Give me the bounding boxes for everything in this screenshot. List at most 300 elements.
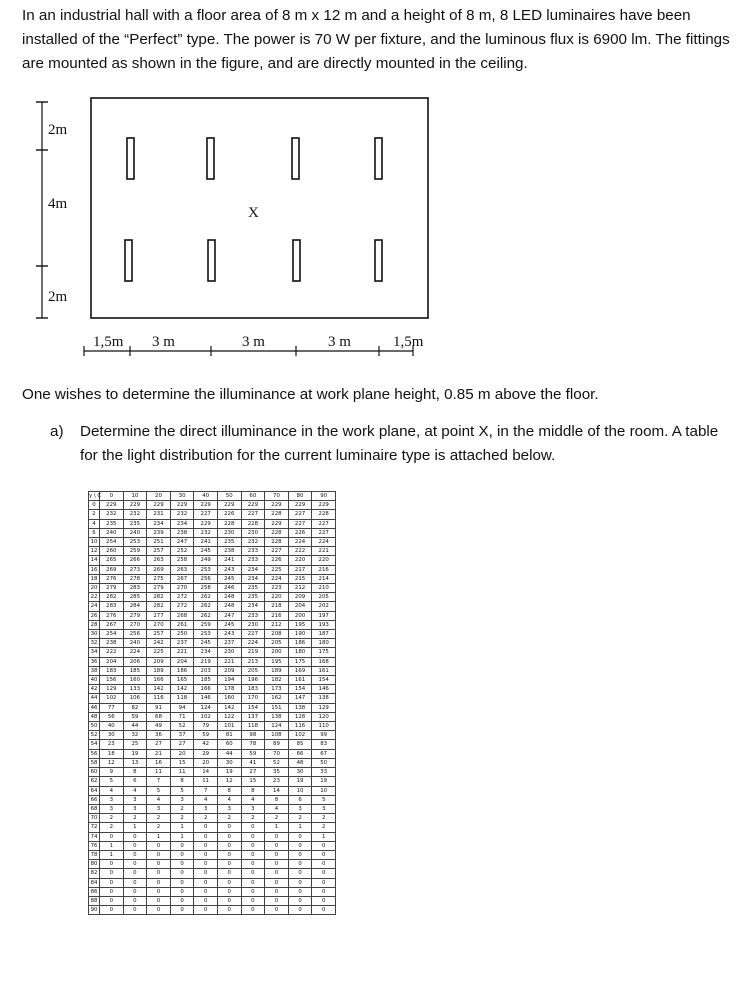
intensity-cell: 285 [123,593,147,602]
intensity-cell: 106 [123,694,147,703]
intensity-cell: 19 [312,777,336,786]
intensity-cell: 262 [194,602,218,611]
light-table-corner: γ \ C [89,493,102,499]
intensity-cell: 265 [100,556,124,565]
intensity-cell: 10 [312,786,336,795]
intensity-cell: 259 [194,620,218,629]
intensity-cell: 227 [288,519,312,528]
intensity-cell: 40 [100,722,124,731]
intensity-cell: 248 [217,593,241,602]
intensity-cell: 27 [147,740,171,749]
intensity-cell: 0 [265,906,289,915]
gamma-angle-cell: 48 [89,712,100,721]
intensity-cell: 227 [265,547,289,556]
intensity-cell: 124 [265,722,289,731]
light-table-column-header: 80 [288,492,312,501]
intensity-cell: 116 [147,694,171,703]
intensity-cell: 4 [100,786,124,795]
intensity-cell: 0 [100,878,124,887]
intensity-cell: 102 [288,731,312,740]
point-x-label: X [248,205,259,221]
intensity-cell: 227 [194,510,218,519]
intensity-cell: 229 [100,501,124,510]
intensity-cell: 194 [217,676,241,685]
intensity-cell: 0 [288,878,312,887]
intensity-cell: 0 [217,823,241,832]
intensity-cell: 0 [312,878,336,887]
gamma-angle-cell: 76 [89,841,100,850]
intensity-cell: 229 [265,519,289,528]
intensity-cell: 221 [170,648,194,657]
intensity-cell: 0 [147,878,171,887]
horizontal-label-2: 3 m [152,334,175,350]
intensity-cell: 0 [147,850,171,859]
intensity-cell: 239 [147,528,171,537]
intensity-cell: 206 [123,657,147,666]
intensity-cell: 166 [147,676,171,685]
intensity-cell: 222 [288,547,312,556]
gamma-angle-cell: 78 [89,850,100,859]
table-row [89,602,336,611]
intensity-cell: 230 [241,528,265,537]
table-row [89,850,336,859]
luminaire-layout-figure [28,92,448,372]
intensity-cell: 0 [100,869,124,878]
light-table-column-header: 40 [194,492,218,501]
intensity-cell: 269 [100,565,124,574]
intensity-cell: 27 [170,740,194,749]
intensity-cell: 257 [147,630,171,639]
intensity-cell: 232 [170,510,194,519]
table-row [89,657,336,666]
intensity-cell: 229 [312,501,336,510]
intensity-cell: 0 [170,906,194,915]
intensity-cell: 15 [241,777,265,786]
intensity-cell: 210 [312,584,336,593]
intensity-cell: 252 [170,547,194,556]
intensity-cell: 168 [312,657,336,666]
intensity-cell: 213 [241,657,265,666]
intensity-cell: 0 [288,896,312,905]
table-row [89,768,336,777]
intensity-cell: 223 [265,584,289,593]
intensity-cell: 1 [265,823,289,832]
intensity-cell: 262 [194,593,218,602]
intensity-cell: 2 [170,804,194,813]
intensity-cell: 0 [288,887,312,896]
intensity-cell: 154 [288,685,312,694]
intensity-cell: 173 [265,685,289,694]
intensity-cell: 11 [147,768,171,777]
intensity-cell: 27 [241,768,265,777]
intensity-cell: 234 [194,648,218,657]
light-distribution-table [88,491,336,915]
intensity-cell: 133 [123,685,147,694]
intensity-cell: 3 [123,795,147,804]
intensity-cell: 154 [312,676,336,685]
intensity-cell: 237 [217,639,241,648]
gamma-angle-cell: 0 [89,501,100,510]
intensity-cell: 219 [241,648,265,657]
intensity-cell: 91 [147,703,171,712]
gamma-angle-cell: 40 [89,676,100,685]
gamma-angle-cell: 44 [89,694,100,703]
intensity-cell: 218 [265,602,289,611]
intensity-cell: 246 [217,584,241,593]
intensity-cell: 0 [147,887,171,896]
intensity-cell: 235 [100,519,124,528]
intensity-cell: 224 [265,574,289,583]
intensity-cell: 0 [194,896,218,905]
intensity-cell: 251 [147,538,171,547]
intensity-cell: 14 [194,768,218,777]
table-row [89,639,336,648]
table-row [89,547,336,556]
intensity-cell: 224 [241,639,265,648]
luminaire-bottom-2 [208,240,215,281]
intensity-cell: 2 [100,814,124,823]
intensity-cell: 66 [288,749,312,758]
intensity-cell: 0 [100,860,124,869]
gamma-angle-cell: 34 [89,648,100,657]
intensity-cell: 0 [100,906,124,915]
intensity-cell: 217 [288,565,312,574]
intensity-cell: 183 [100,666,124,675]
luminaire-top-3 [292,138,299,179]
intensity-cell: 270 [170,584,194,593]
intensity-cell: 165 [170,676,194,685]
intensity-cell: 175 [312,648,336,657]
intensity-cell: 212 [288,584,312,593]
intensity-cell: 267 [170,574,194,583]
light-table-column-header: 90 [312,492,336,501]
vertical-label-bottom: 2m [48,289,68,305]
intensity-cell: 195 [288,620,312,629]
intensity-cell: 240 [100,528,124,537]
intensity-cell: 277 [147,611,171,620]
intensity-cell: 225 [265,565,289,574]
intensity-cell: 0 [194,869,218,878]
intensity-cell: 20 [194,758,218,767]
intensity-cell: 256 [194,574,218,583]
intensity-cell: 83 [312,740,336,749]
intensity-cell: 273 [123,565,147,574]
gamma-angle-cell: 14 [89,556,100,565]
luminaire-top-1 [127,138,134,179]
intensity-cell: 245 [217,620,241,629]
intensity-cell: 0 [217,869,241,878]
light-table-column-header: 50 [217,492,241,501]
intensity-cell: 0 [123,869,147,878]
gamma-angle-cell: 38 [89,666,100,675]
intensity-cell: 21 [147,749,171,758]
table-row [89,538,336,547]
table-row [89,565,336,574]
table-row [89,666,336,675]
intensity-cell: 161 [312,666,336,675]
intensity-cell: 0 [147,869,171,878]
table-row [89,593,336,602]
intensity-cell: 124 [194,703,218,712]
intensity-cell: 8 [265,795,289,804]
intensity-cell: 282 [147,602,171,611]
intensity-cell: 0 [217,878,241,887]
gamma-angle-cell: 64 [89,786,100,795]
intensity-cell: 0 [241,832,265,841]
intensity-cell: 229 [217,501,241,510]
intensity-cell: 98 [241,731,265,740]
intensity-cell: 0 [100,832,124,841]
intensity-cell: 2 [123,814,147,823]
intensity-cell: 19 [217,768,241,777]
intensity-cell: 4 [241,795,265,804]
intensity-cell: 0 [194,850,218,859]
intensity-cell: 3 [312,804,336,813]
intensity-cell: 169 [288,666,312,675]
intensity-cell: 0 [100,896,124,905]
intensity-cell: 234 [241,565,265,574]
intensity-cell: 0 [217,896,241,905]
table-row [89,841,336,850]
table-row [89,620,336,629]
gamma-angle-cell: 54 [89,740,100,749]
table-row [89,584,336,593]
gamma-angle-cell: 68 [89,804,100,813]
intensity-cell: 238 [217,547,241,556]
intensity-cell: 161 [288,676,312,685]
intensity-cell: 67 [312,749,336,758]
table-row [89,519,336,528]
problem-intro: In an industrial hall with a floor area of 8 m x 12 m and a height of 8 m, 8 LED luminaires have been installed of the “Perfect” type. The power is 70 W per fixture, and the luminous flux is 6900 lm. The fittings are mounted as shown in the figure, and are directly mounted in the ceiling. [22,7,730,72]
intensity-cell: 235 [217,538,241,547]
intensity-cell: 200 [265,648,289,657]
intensity-cell: 229 [123,501,147,510]
intensity-cell: 228 [265,528,289,537]
intensity-cell: 0 [123,860,147,869]
intensity-cell: 154 [241,703,265,712]
intensity-cell: 0 [123,850,147,859]
intensity-cell: 59 [241,749,265,758]
intensity-cell: 0 [194,906,218,915]
intensity-cell: 262 [194,611,218,620]
intensity-cell: 0 [123,841,147,850]
intensity-cell: 0 [265,896,289,905]
intensity-cell: 209 [217,666,241,675]
intensity-cell: 33 [312,768,336,777]
table-row [89,740,336,749]
intensity-cell: 241 [217,556,241,565]
task-statement: One wishes to determine the illuminance at work plane height, 0.85 m above the floor. [22,386,599,403]
intensity-cell: 209 [147,657,171,666]
intensity-cell: 6 [123,777,147,786]
intensity-cell: 11 [170,768,194,777]
intensity-cell: 0 [265,850,289,859]
gamma-angle-cell: 70 [89,814,100,823]
intensity-cell: 220 [288,556,312,565]
gamma-angle-cell: 60 [89,768,100,777]
gamma-angle-cell: 74 [89,832,100,841]
intensity-cell: 129 [312,703,336,712]
intensity-cell: 0 [241,823,265,832]
intensity-cell: 231 [147,510,171,519]
intensity-cell: 249 [194,556,218,565]
intensity-cell: 196 [241,676,265,685]
intensity-cell: 29 [194,749,218,758]
intensity-cell: 3 [100,795,124,804]
intensity-cell: 228 [265,538,289,547]
intensity-cell: 186 [288,639,312,648]
intensity-cell: 226 [265,556,289,565]
intensity-cell: 147 [288,694,312,703]
intensity-cell: 3 [123,804,147,813]
intensity-cell: 214 [312,574,336,583]
gamma-angle-cell: 66 [89,795,100,804]
intensity-cell: 247 [170,538,194,547]
intensity-cell: 18 [100,749,124,758]
intensity-cell: 258 [194,584,218,593]
intensity-cell: 118 [170,694,194,703]
intensity-cell: 189 [147,666,171,675]
luminaire-top-4 [375,138,382,179]
table-row [89,758,336,767]
question-a-label: a) [50,423,64,440]
intensity-cell: 0 [100,887,124,896]
intensity-cell: 25 [123,740,147,749]
horizontal-label-1: 1,5m [93,334,124,350]
intensity-cell: 94 [170,703,194,712]
intensity-cell: 0 [217,832,241,841]
table-row [89,906,336,915]
gamma-angle-cell: 62 [89,777,100,786]
intensity-cell: 234 [241,574,265,583]
intensity-cell: 228 [265,510,289,519]
intensity-cell: 162 [265,694,289,703]
intensity-cell: 0 [194,860,218,869]
intensity-cell: 253 [123,538,147,547]
intensity-cell: 101 [217,722,241,731]
intensity-cell: 0 [312,841,336,850]
intensity-cell: 9 [100,768,124,777]
table-row [89,749,336,758]
intensity-cell: 1 [123,823,147,832]
intensity-cell: 5 [147,786,171,795]
intensity-cell: 12 [217,777,241,786]
light-table-column-header: 60 [241,492,265,501]
intensity-cell: 2 [170,814,194,823]
table-row [89,860,336,869]
gamma-angle-cell: 28 [89,620,100,629]
intensity-cell: 197 [312,611,336,620]
table-row [89,832,336,841]
intensity-cell: 0 [312,860,336,869]
intensity-cell: 42 [194,740,218,749]
light-table-header [89,492,336,501]
intensity-cell: 0 [217,860,241,869]
intensity-cell: 0 [265,841,289,850]
intensity-cell: 35 [265,768,289,777]
intensity-cell: 12 [100,758,124,767]
luminaire-bottom-3 [293,240,300,281]
intensity-cell: 1 [100,841,124,850]
intensity-cell: 267 [100,620,124,629]
intensity-cell: 220 [265,593,289,602]
intensity-cell: 102 [194,712,218,721]
intensity-cell: 245 [194,547,218,556]
intensity-cell: 272 [170,593,194,602]
intensity-cell: 234 [170,519,194,528]
gamma-angle-cell: 24 [89,602,100,611]
intensity-cell: 272 [170,602,194,611]
intensity-cell: 77 [100,703,124,712]
intensity-cell: 146 [194,694,218,703]
intensity-cell: 221 [217,657,241,666]
gamma-angle-cell: 58 [89,758,100,767]
intensity-cell: 0 [288,841,312,850]
intensity-cell: 4 [265,804,289,813]
intensity-cell: 232 [100,510,124,519]
intensity-cell: 50 [312,758,336,767]
intensity-cell: 2 [265,814,289,823]
intensity-cell: 3 [100,804,124,813]
table-row [89,510,336,519]
table-row [89,896,336,905]
table-row [89,648,336,657]
light-table-body [89,501,336,915]
intensity-cell: 221 [312,547,336,556]
intensity-cell: 0 [312,850,336,859]
intensity-cell: 160 [217,694,241,703]
intensity-cell: 0 [170,878,194,887]
intensity-cell: 2 [312,823,336,832]
intensity-cell: 166 [194,685,218,694]
intensity-cell: 258 [170,556,194,565]
table-row [89,694,336,703]
gamma-angle-cell: 84 [89,878,100,887]
intensity-cell: 233 [241,556,265,565]
intensity-cell: 0 [265,887,289,896]
intensity-cell: 237 [170,639,194,648]
intensity-cell: 19 [288,777,312,786]
intensity-cell: 71 [170,712,194,721]
gamma-angle-cell: 32 [89,639,100,648]
table-row [89,574,336,583]
intensity-cell: 0 [170,896,194,905]
intensity-cell: 1 [288,823,312,832]
intensity-cell: 230 [217,528,241,537]
intensity-cell: 19 [123,749,147,758]
intensity-cell: 212 [265,620,289,629]
intensity-cell: 233 [241,547,265,556]
gamma-angle-cell: 90 [89,906,100,915]
intensity-cell: 228 [217,519,241,528]
layout-diagram [28,92,448,372]
intensity-cell: 13 [123,758,147,767]
intensity-cell: 8 [170,777,194,786]
intensity-cell: 138 [265,712,289,721]
intensity-cell: 0 [241,850,265,859]
gamma-angle-cell: 50 [89,722,100,731]
intensity-cell: 20 [170,749,194,758]
intensity-cell: 0 [147,860,171,869]
room-outline [91,98,428,318]
intensity-cell: 108 [265,731,289,740]
gamma-angle-cell: 46 [89,703,100,712]
question-a-text: Determine the direct illuminance in the work plane, at point X, in the middle of the room. A table for the light distribution for the current luminaire type is attached below. [80,423,719,464]
intensity-cell: 0 [147,896,171,905]
intensity-cell: 1 [170,823,194,832]
table-row [89,804,336,813]
intensity-cell: 259 [123,547,147,556]
